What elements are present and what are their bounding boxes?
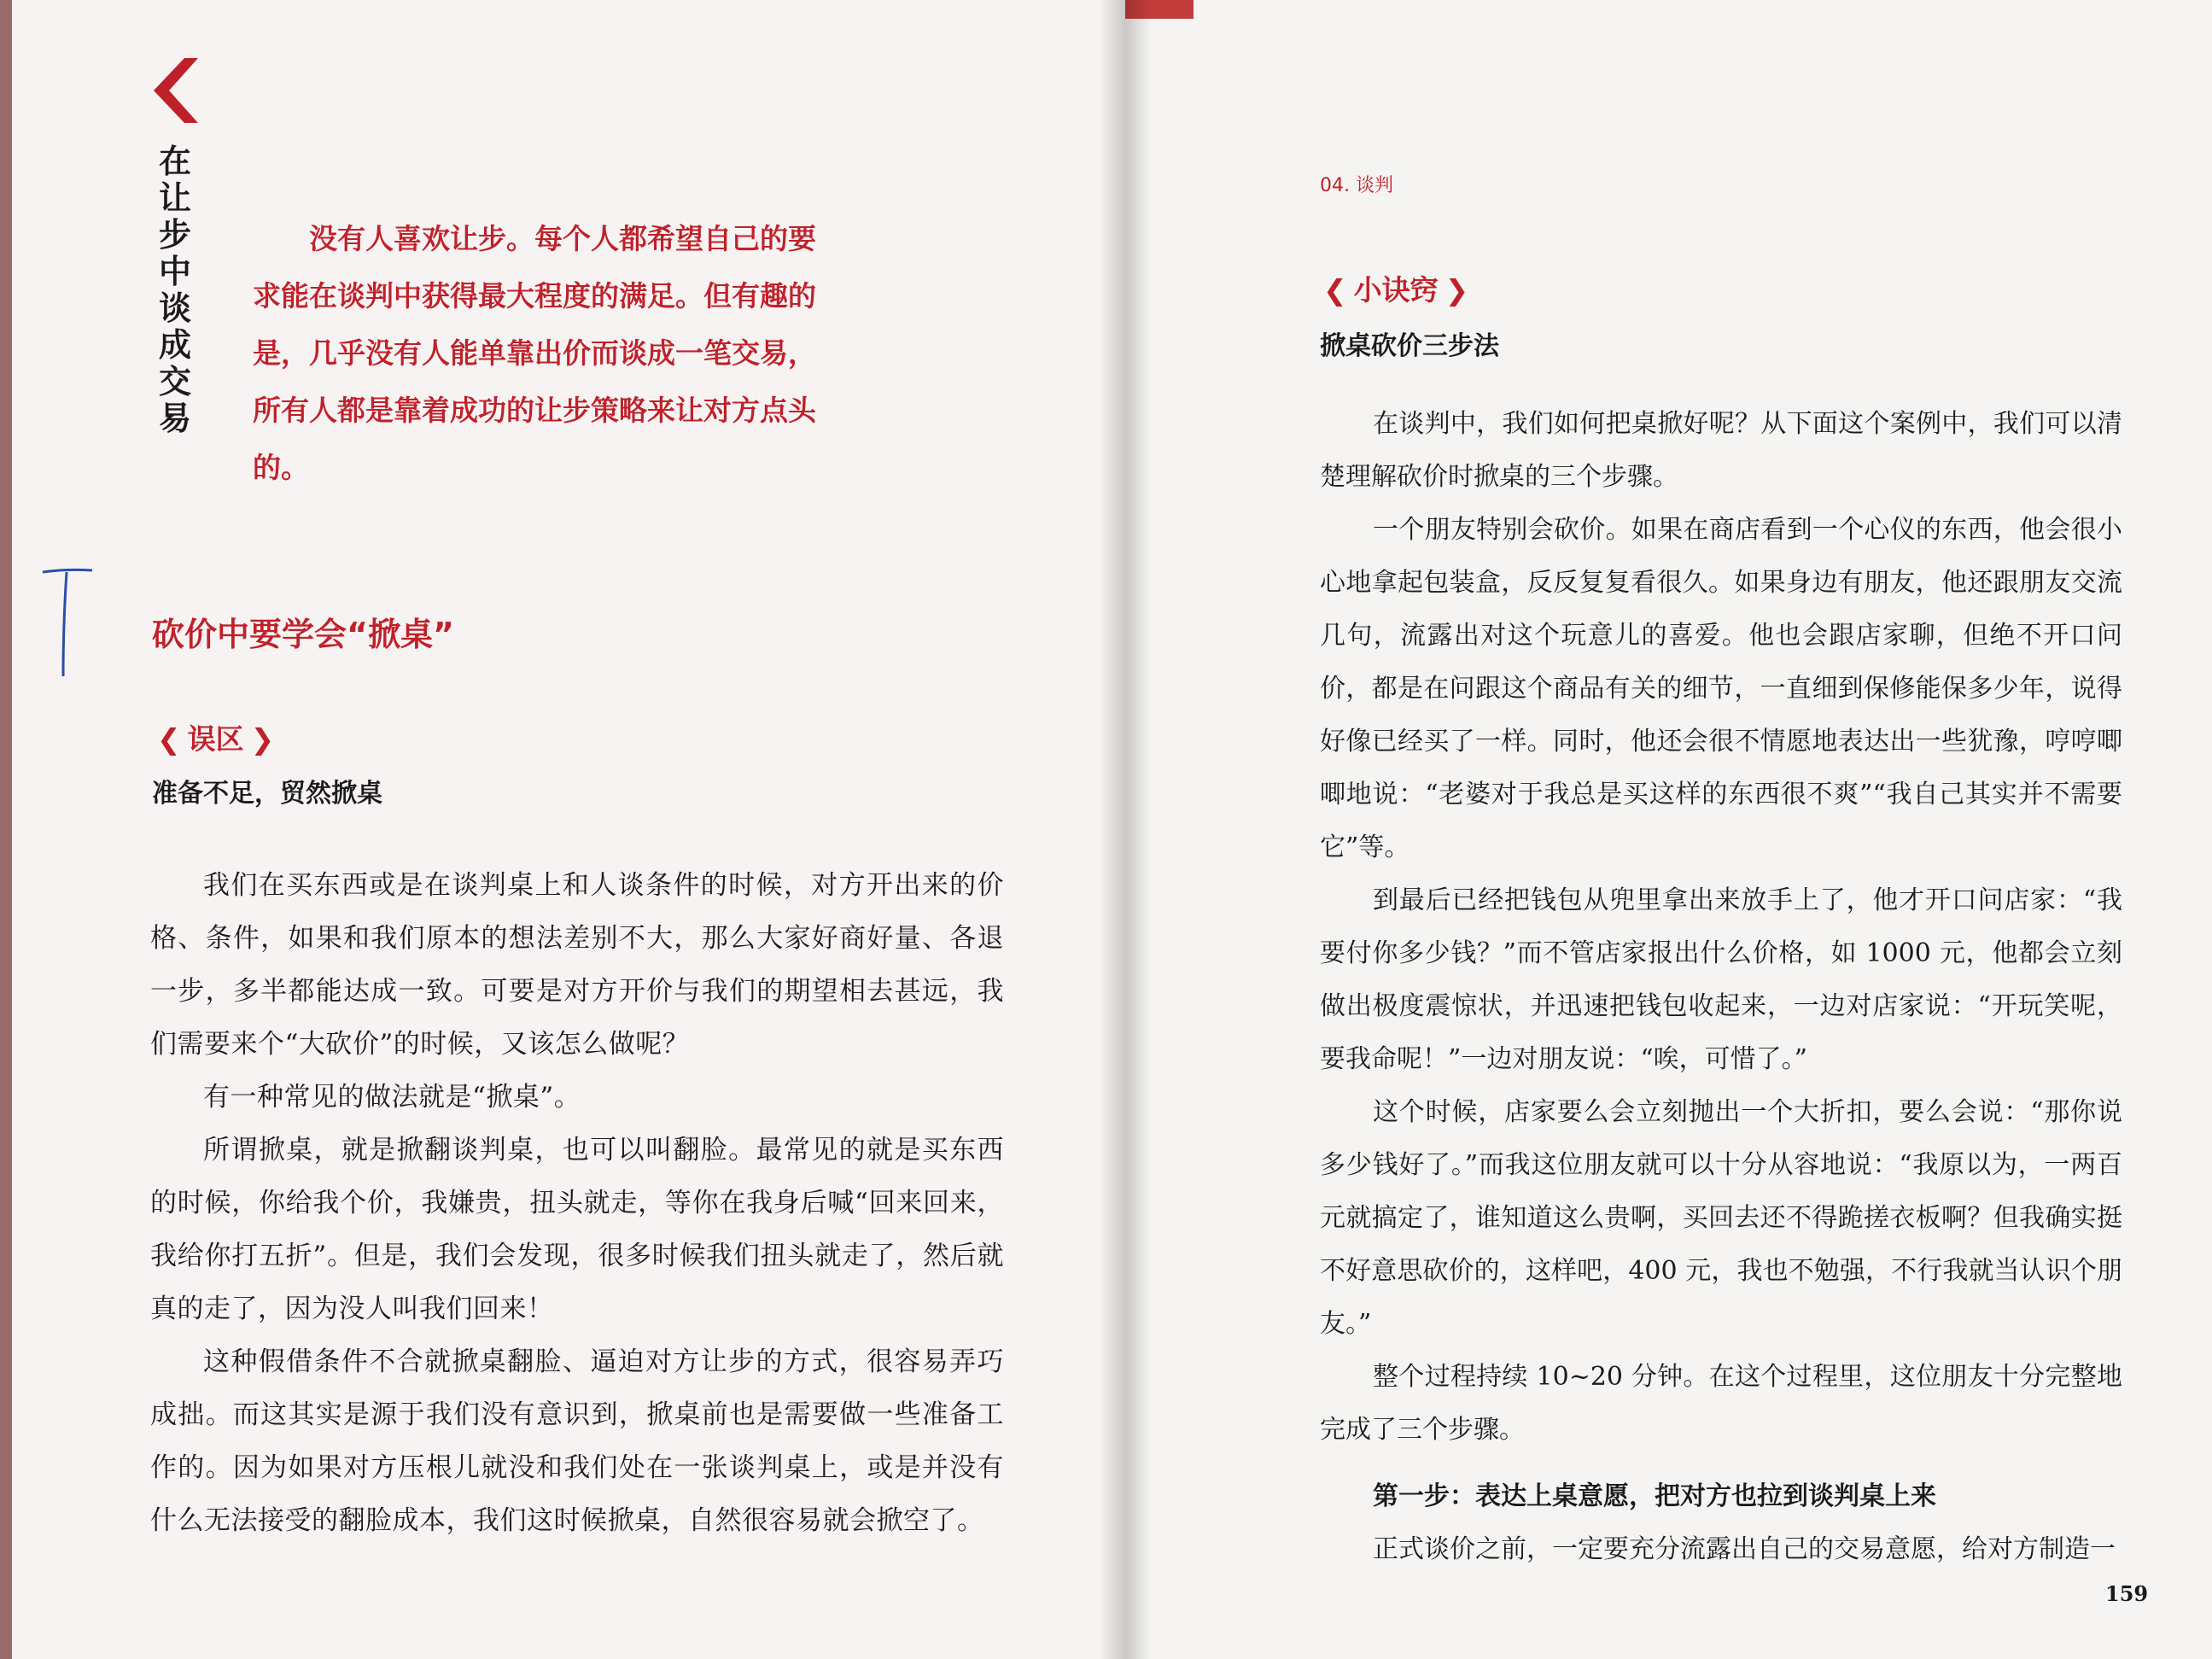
chevron-right-icon: ❯ [1445, 273, 1469, 307]
red-book-edge [1125, 0, 1194, 19]
right-body-text [1320, 398, 2122, 1576]
left-body-text [150, 859, 1004, 1547]
tag-label: 误区 [187, 722, 244, 756]
misconception-subheading: 准备不足，贸然掀桌 [152, 779, 382, 809]
tips-subheading: 掀桌砍价三步法 [1320, 331, 1499, 361]
paragraph: 正式谈价之前，一定要充分流露出自己的交易意愿，给对方制造一 [1373, 1534, 2116, 1564]
paragraph: 有一种常见的做法就是“掀桌”。 [203, 1082, 581, 1113]
chevron-left-icon [150, 58, 198, 123]
chevron-left-icon: ❮ [157, 722, 181, 756]
page-number: 159 [2105, 1581, 2149, 1606]
running-head: 04. 谈判 [1320, 175, 1393, 196]
paragraph: 所谓掀桌，就是掀翻谈判桌，也可以叫翻脸。最常见的就是买东西的时候，你给我个价，我嫌贵，扭头就走，等你在我身后喊“回来回来，我给你打五折”。但是，我们会发现，很多时候我们扭头就走了，然后就真的走了，因为没人叫我们回来！ [150, 1135, 1004, 1324]
paragraph: 这个时候，店家要么会立刻抛出一个大折扣，要么会说：“那你说多少钱好了。”而我这位朋友就可以十分从容地说：“我原以为，一两百元就搞定了，谁知道这么贵啊，买回去还不得跪搓衣板啊？但我确实挺不好意思砍价的，这样吧，400 元，我也不勉强，不行我就当认识个朋友。” [1320, 1097, 2122, 1339]
section-heading: 砍价中要学会“掀桌” [152, 616, 454, 653]
tag-label: 小诀窍 [1353, 273, 1439, 307]
paragraph: 我们在买东西或是在谈判桌上和人谈条件的时候，对方开出来的价格、条件，如果和我们原本的想法差别不大，那么大家好商好量、各退一步，多半都能达成一致。可要是对方开价与我们的期望相去甚远，我们需要来个“大砍价”的时候，又该怎么做呢？ [150, 870, 1004, 1060]
chapter-side-title: 在让步中谈成交易 [158, 143, 191, 437]
handwritten-pen-mark [38, 564, 97, 683]
paragraph: 到最后已经把钱包从兜里拿出来放手上了，他才开口问店家：“我要付你多少钱？”而不管店家报出什么价格，如 1000 元，他都会立刻做出极度震惊状，并迅速把钱包收起来，一边对店家说：“开玩笑呢，要我命呢！”一边对朋友说：“唉，可惜了。” [1320, 885, 2122, 1074]
chevron-left-icon: ❮ [1323, 273, 1347, 307]
misconception-tag [150, 717, 281, 757]
paragraph: 这种假借条件不合就掀桌翻脸、逼迫对方让步的方式，很容易弄巧成拙。而这其实是源于我们没有意识到，掀桌前也是需要做一些准备工作的。因为如果对方压根儿就没和我们处在一张谈判桌上，或是并没有什么无法接受的翻脸成本，我们这时候掀桌，自然很容易就会掀空了。 [150, 1346, 1004, 1536]
paragraph: 整个过程持续 10~20 分钟。在这个过程里，这位朋友十分完整地完成了三个步骤。 [1320, 1362, 2122, 1445]
step-heading: 第一步：表达上桌意愿，把对方也拉到谈判桌上来 [1373, 1481, 1936, 1511]
paragraph: 在谈判中，我们如何把桌掀好呢？从下面这个案例中，我们可以清楚理解砍价时掀桌的三个步骤。 [1320, 409, 2122, 492]
tips-tag [1316, 268, 1475, 308]
paragraph: 一个朋友特别会砍价。如果在商店看到一个心仪的东西，他会很小心地拿起包装盒，反反复复看很久。如果身边有朋友，他还跟朋友交流几句，流露出对这个玩意儿的喜爱。他也会跟店家聊，但绝不开口问价，都是在问跟这个商品有关的细节，一直细到保修能保多少年，说得好像已经买了一样。同时，他还会很不情愿地表达出一些犹豫，哼哼唧唧地说：“老婆对于我总是买这样的东西很不爽”“我自己其实并不需要它”等。 [1320, 515, 2122, 862]
chevron-right-icon: ❯ [250, 722, 275, 756]
chapter-intro-quote: 没有人喜欢让步。每个人都希望自己的要求能在谈判中获得最大程度的满足。但有趣的是，几乎没有人能单靠出价而谈成一笔交易，所有人都是靠着成功的让步策略来让对方点头的。 [253, 222, 816, 484]
